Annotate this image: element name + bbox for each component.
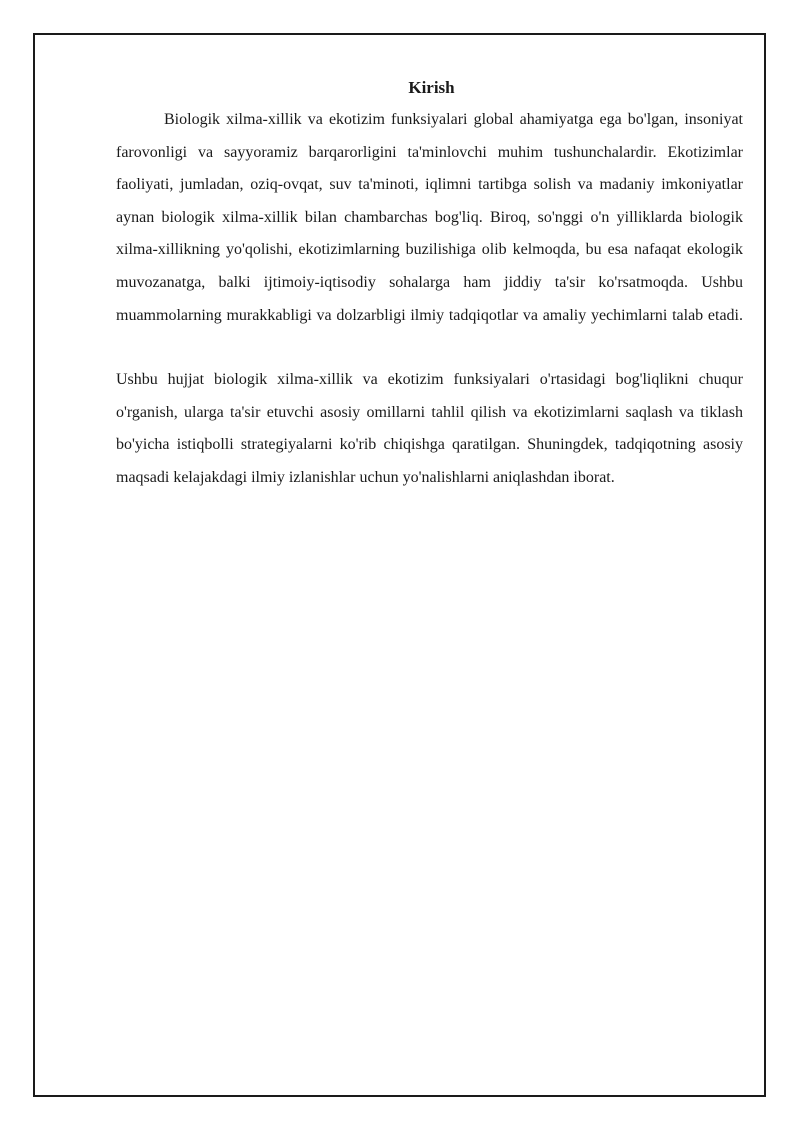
paragraph-gap: [116, 332, 743, 364]
document-body: [116, 76, 743, 495]
intro-paragraph-2: Ushbu hujjat biologik xilma-xillik va ekotizim funksiyalari o'rtasidagi bog'liqlikni chuqur o'rganish, ularga ta'sir etuvchi asosiy omillarni tahlil qilish va ekotizimlarni saqlash va tiklash bo'yicha istiqbolli strategiyalarni ko'rib chiqishga qaratilgan. Shuningdek, tadqiqotning asosiy maqsadi kelajakdagi ilmiy izlanishlar uchun yo'nalishlarni aniqlashdan iborat.: [116, 371, 743, 486]
intro-paragraph-1: Biologik xilma-xillik va ekotizim funksiyalari global ahamiyatga ega bo'lgan, insoniyat farovonligi va sayyoramiz barqarorligini ta'minlovchi muhim tushunchalardir. Ekotizimlar faoliyati, jumladan, oziq-ovqat, suv ta'minoti, iqlimni tartibga solish va madaniy imkoniyatlar aynan biologik xilma-xillik bilan chambarchas bog'liq. Biroq, so'nggi o'n yilliklarda biologik xilma-xillikning yo'qolishi, ekotizimlarning buzilishiga olib kelmoqda, bu esa nafaqat ekologik muvozanatga, balki ijtimoiy-iqtisodiy sohalarga ham jiddiy ta'sir ko'rsatmoqda. Ushbu muammolarning murakkabligi va dolzarbligi ilmiy tadqiqotlar va amaliy yechimlarni talab etadi.: [116, 111, 743, 324]
document-title: Kirish: [408, 78, 455, 97]
